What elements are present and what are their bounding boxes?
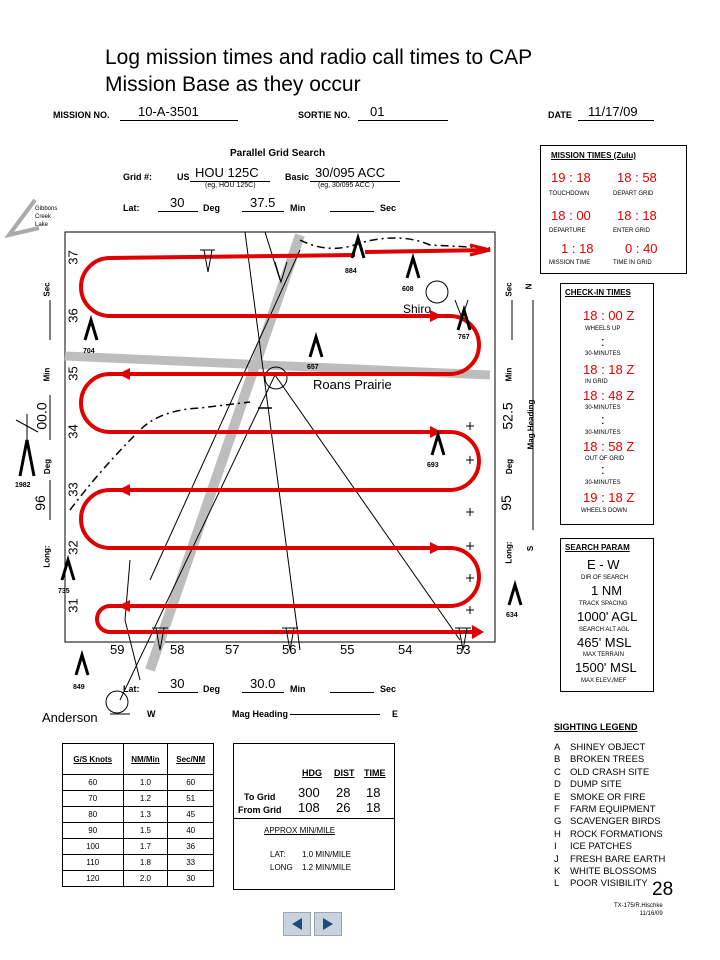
list-item: [554, 854, 665, 866]
mission-time-value[interactable]: 1 : 18: [561, 241, 594, 256]
long-deg-value-right: 95: [497, 495, 514, 511]
list-item: [554, 841, 665, 853]
us-label: US: [177, 172, 190, 182]
check-in-value-0[interactable]: 18 : 00 Z: [583, 308, 635, 323]
tower-693-icon: [432, 435, 444, 455]
us-grid-value: HOU 125C: [195, 165, 259, 180]
gs-cell: 36: [168, 839, 214, 855]
touchdown-h: 19: [551, 170, 566, 185]
gs-header-row: [63, 744, 214, 775]
legend-code: H: [554, 828, 561, 840]
shiro-label: Shiro: [403, 302, 432, 316]
search-param-title: SEARCH PARAM: [565, 543, 630, 552]
sortie-no-label: SORTIE NO.: [298, 110, 351, 120]
instruction-line-2: Mission Base as they occur: [105, 73, 361, 96]
legend-text: FRESH BARE EARTH: [570, 853, 666, 865]
left-deg-label: Deg: [43, 458, 53, 475]
gs-cell: 1.0: [123, 775, 168, 791]
from-grid-time: 18: [366, 800, 381, 815]
legend-text: SCAVENGER BIRDS: [570, 816, 661, 828]
lat-deg-value-top: 30: [170, 195, 185, 210]
track-entry-line: [365, 250, 490, 252]
sec-label-bottom: Sec: [380, 684, 397, 694]
legend-code: G: [554, 816, 562, 828]
check-in-label-1: 30-MINUTES: [585, 351, 621, 357]
tower-704-label: 704: [83, 348, 95, 355]
check-in-value-4[interactable]: :: [601, 412, 605, 427]
date-value: 11/17/09: [588, 104, 638, 119]
from-grid-label: From Grid: [238, 805, 282, 815]
table-row: [63, 855, 214, 871]
right-min-label: Min: [504, 367, 514, 382]
basic-label: Basic: [285, 172, 310, 182]
lat-min-value-bottom: 30.0: [250, 676, 276, 691]
deg-label-bottom: Deg: [203, 684, 221, 694]
dist-header: DIST: [334, 768, 355, 778]
basic-example: (eg, 30/095 ACC ): [318, 182, 375, 189]
table-row: [63, 839, 214, 855]
touchdown-value[interactable]: 19 : 18: [551, 170, 591, 185]
ground-speed-table: [62, 743, 214, 887]
legend-text: BROKEN TREES: [570, 754, 645, 766]
south-label: S: [526, 545, 536, 552]
table-row: [63, 807, 214, 823]
shiro-circle: [426, 281, 448, 303]
legend-code: B: [554, 754, 561, 766]
right-sec-label: Sec: [504, 282, 514, 297]
long-tick-54: 54: [398, 642, 413, 657]
legend-code: D: [554, 779, 561, 791]
track-arrow-exit: [472, 626, 482, 638]
table-row: [63, 871, 214, 887]
list-item: [554, 804, 665, 816]
gs-cell: 120: [63, 871, 124, 887]
tower-884-icon: [352, 238, 364, 258]
legend-code: A: [554, 742, 561, 753]
next-page-button[interactable]: [314, 912, 342, 936]
roans-prairie-circle: [265, 367, 287, 389]
gs-cell: 2.0: [123, 871, 168, 887]
gibbons-text: Gibbons: [35, 206, 58, 212]
max-terrain-value[interactable]: 465' MSL: [577, 635, 632, 650]
road-5: [150, 250, 300, 580]
min-label-top: Min: [290, 203, 306, 213]
tower-767-label: 767: [458, 334, 470, 341]
triangle-left-icon: [290, 917, 304, 931]
list-item: [554, 816, 665, 828]
list-item: [554, 742, 665, 754]
departure-h: 18: [551, 208, 566, 223]
gs-cell: 40: [168, 823, 214, 839]
legend-code: C: [554, 766, 561, 778]
gs-cell: 60: [63, 775, 124, 791]
left-sec-label: Sec: [42, 282, 52, 297]
long-tick-58: 58: [170, 642, 185, 657]
list-item: [554, 878, 665, 890]
county-line-2: [300, 238, 490, 248]
check-in-value-5[interactable]: 18 : 58 Z: [583, 439, 635, 454]
west-label: W: [147, 709, 156, 719]
tower-608-label: 608: [402, 286, 414, 293]
road-2: [275, 375, 460, 640]
long-deg-value-left: 96: [31, 495, 48, 511]
check-in-label-2: IN GRID: [585, 379, 608, 385]
tower-1982-icon: [20, 440, 34, 476]
check-in-title: CHECK-IN TIMES: [565, 288, 631, 297]
hdg-header: HDG: [302, 768, 322, 778]
search-param-box: [560, 538, 654, 692]
lake-text: Lake: [35, 222, 49, 228]
tower-849-icon: [76, 655, 88, 675]
list-item: [554, 767, 665, 779]
left-min-label: Min: [42, 367, 52, 382]
gs-cell: 33: [168, 855, 214, 871]
depart-grid-h: 18: [617, 170, 632, 185]
gs-cell: 1.3: [123, 807, 168, 823]
long-tick-56: 56: [282, 642, 297, 657]
list-item: [554, 866, 665, 878]
mag-heading-line: [290, 714, 380, 715]
hdg-divider: [234, 818, 394, 819]
tower-693-label: 693: [427, 462, 439, 469]
credit: [614, 902, 663, 918]
anderson-circle: [106, 691, 128, 713]
heading-distance-box: [233, 743, 395, 890]
departure-label: DEPARTURE: [549, 228, 586, 234]
tower-608-icon: [407, 258, 419, 278]
check-in-value-1[interactable]: :: [601, 334, 605, 349]
tower-1982-label: 1982: [15, 482, 31, 489]
tower-634-icon: [509, 585, 521, 605]
tower-657-icon: [310, 337, 322, 357]
tower-735-label: 735: [58, 588, 70, 595]
lat-label-top: Lat:: [123, 203, 140, 213]
mission-time-m: 18: [579, 241, 594, 256]
gs-cell: 1.7: [123, 839, 168, 855]
gs-header-knots: G/S Knots: [63, 744, 124, 775]
deg-label-top: Deg: [203, 203, 221, 213]
table-row: [63, 775, 214, 791]
mission-no-label: MISSION NO.: [53, 110, 110, 120]
check-in-label-0: WHEELS UP: [585, 326, 621, 332]
tower-704-icon: [85, 320, 97, 340]
lat-tick-36: 36: [65, 308, 81, 323]
list-item: [554, 754, 665, 766]
legend-code: E: [554, 791, 561, 803]
long-tick-59: 59: [110, 642, 125, 657]
gs-cell: 1.5: [123, 823, 168, 839]
table-row: [63, 791, 214, 807]
check-in-value-6[interactable]: :: [601, 462, 605, 477]
left-long-label: Long:: [42, 545, 52, 568]
legend-text: OLD CRASH SITE: [570, 766, 650, 778]
gs-cell: 90: [63, 823, 124, 839]
tower-884-label: 884: [345, 268, 357, 275]
depart-grid-m: 58: [642, 170, 657, 185]
check-in-times-box: [560, 283, 654, 525]
right-deg-label: Deg: [505, 458, 515, 475]
lat-tick-35: 35: [65, 366, 81, 381]
to-grid-label: To Grid: [244, 792, 276, 802]
tower-735-icon: [62, 560, 74, 580]
sighting-legend-list: [554, 742, 665, 891]
legend-text: SMOKE OR FIRE: [570, 791, 646, 803]
track-arrow-4: [118, 484, 130, 496]
time-in-grid-value[interactable]: 0 : 40: [625, 241, 658, 256]
long-min-value-right: 52.5: [499, 402, 516, 430]
max-terrain-label: MAX TERRAIN: [583, 652, 624, 658]
check-in-value-2[interactable]: 18 : 18 Z: [583, 362, 635, 377]
sighting-legend-title: SIGHTING LEGEND: [554, 722, 638, 732]
sortie-no-value: 01: [370, 104, 385, 119]
road-1: [120, 375, 275, 700]
search-dir-label: DIR OF SEARCH: [581, 575, 629, 581]
enter-grid-value[interactable]: 18 : 18: [617, 208, 657, 223]
legend-text: WHITE BLOSSOMS: [570, 866, 657, 878]
gs-cell: 60: [168, 775, 214, 791]
lat-deg-field-bottom[interactable]: [158, 677, 198, 693]
check-in-label-5: OUT OF GRID: [585, 456, 625, 462]
right-mag-heading-label: Mag Heading: [526, 399, 536, 450]
depart-grid-value[interactable]: 18 : 58: [617, 170, 657, 185]
from-grid-hdg: 108: [298, 800, 320, 815]
legend-code: I: [554, 841, 557, 853]
lat-tick-33: 33: [65, 482, 81, 497]
approx-min-mile-label: APPROX MIN/MILE: [264, 826, 336, 835]
departure-m: 00: [576, 208, 591, 223]
road-3: [245, 232, 300, 650]
mission-time-label: MISSION TIME: [549, 260, 591, 266]
lat-min-field-bottom[interactable]: [242, 677, 284, 693]
enter-grid-label: ENTER GRID: [613, 228, 651, 234]
check-in-label-7: WHEELS DOWN: [581, 508, 628, 514]
time-in-grid-m: 40: [643, 241, 658, 256]
legend-text: ROCK FORMATIONS: [570, 828, 663, 840]
lat-tick-37: 37: [65, 250, 81, 265]
departure-value[interactable]: 18 : 00: [551, 208, 591, 223]
touchdown-label: TOUCHDOWN: [549, 191, 590, 197]
lat-tick-34: 34: [65, 424, 81, 439]
lat-approx-label: LAT:: [270, 850, 286, 859]
creek-text: Creek: [35, 214, 52, 220]
track-arrow-5: [430, 542, 442, 554]
legend-text: DUMP SITE: [570, 779, 622, 791]
gs-cell: 70: [63, 791, 124, 807]
mission-times-box: [540, 145, 687, 274]
lat-min-value-top: 37.5: [250, 195, 276, 210]
credit-line-1: TX-175/R.Hischke: [614, 903, 663, 909]
gs-cell: 1.8: [123, 855, 168, 871]
check-in-label-4: 30-MINUTES: [585, 430, 621, 436]
basic-grid-value: 30/095 ACC: [315, 165, 386, 180]
east-label: E: [392, 709, 399, 719]
mission-time-h: 1: [561, 241, 569, 256]
track-arrow-2: [118, 368, 130, 380]
gs-header-sec-nm: Sec/NM: [168, 744, 214, 775]
time-in-grid-h: 0: [625, 241, 633, 256]
bottom-mag-heading-label: Mag Heading: [232, 709, 289, 719]
grid-label: Grid #:: [123, 172, 153, 182]
search-alt-label: SEARCH ALT AGL: [579, 627, 630, 633]
tower-634-label: 634: [506, 612, 518, 619]
legend-code: J: [554, 853, 559, 865]
min-label-bottom: Min: [290, 684, 306, 694]
check-in-value-7[interactable]: 19 : 18 Z: [583, 490, 635, 505]
search-alt-value[interactable]: 1000' AGL: [577, 609, 638, 624]
depart-grid-label: DEPART GRID: [613, 191, 654, 197]
tower-849-label: 849: [73, 684, 85, 691]
check-in-label-3: 30-MINUTES: [585, 405, 621, 411]
previous-page-button[interactable]: [283, 912, 311, 936]
table-row: [63, 823, 214, 839]
long-approx-value: 1.2 MIN/MILE: [302, 863, 351, 872]
gs-header-nm-min: NM/Min: [123, 744, 168, 775]
gs-cell: 100: [63, 839, 124, 855]
gs-cell: 80: [63, 807, 124, 823]
gs-cell: 51: [168, 791, 214, 807]
check-in-value-3[interactable]: 18 : 48 Z: [583, 388, 635, 403]
page-number: 28: [652, 879, 674, 900]
gs-cell: 30: [168, 871, 214, 887]
triangle-right-icon: [321, 917, 335, 931]
legend-text: SHINEY OBJECT: [570, 742, 646, 753]
to-grid-hdg: 300: [298, 785, 320, 800]
time-header: TIME: [364, 768, 386, 778]
date-label: DATE: [548, 110, 572, 120]
tower-657-label: 657: [307, 364, 319, 371]
gs-cell: 1.2: [123, 791, 168, 807]
lat-approx-value: 1.0 MIN/MILE: [302, 850, 351, 859]
instruction-line-1: Log mission times and radio call times to CAP: [105, 46, 533, 69]
long-tick-57: 57: [225, 642, 240, 657]
lat-label-bottom: Lat:: [123, 684, 140, 694]
track-spacing-label: TRACK SPACING: [579, 601, 628, 607]
lat-tick-32: 32: [65, 540, 81, 555]
long-tick-53: 53: [456, 642, 471, 657]
lat-sec-field-bottom[interactable]: [330, 677, 374, 693]
gs-cell: 110: [63, 855, 124, 871]
us-example: (eg, HOU 125C): [205, 182, 256, 189]
legend-text: FARM EQUIPMENT: [570, 804, 656, 816]
enter-grid-m: 18: [642, 208, 657, 223]
long-approx-label: LONG: [270, 863, 293, 872]
lat-deg-value-bottom: 30: [170, 676, 185, 691]
legend-code: F: [554, 804, 560, 816]
sec-label-top: Sec: [380, 203, 397, 213]
long-min-value-left: 00.0: [33, 402, 50, 430]
gs-cell: 45: [168, 807, 214, 823]
legend-text: ICE PATCHES: [570, 841, 632, 853]
time-in-grid-label: TIME IN GRID: [613, 260, 652, 266]
to-grid-dist: 28: [336, 785, 351, 800]
roans-prairie-label: Roans Prairie: [313, 377, 392, 392]
max-elev-label: MAX ELEV./MEF: [581, 678, 627, 684]
track-spacing-value[interactable]: 1 NM: [591, 583, 623, 598]
track-arrow-3: [430, 426, 442, 438]
anderson-label: Anderson: [42, 710, 98, 725]
credit-line-2: 11/16/09: [639, 911, 663, 917]
right-long-label: Long:: [504, 541, 514, 564]
vor-icon-1: [200, 250, 215, 272]
list-item: [554, 792, 665, 804]
grid-search-title: Parallel Grid Search: [230, 148, 326, 159]
track-arrow-1: [430, 310, 442, 322]
grid-plus-marks: [466, 422, 474, 614]
legend-code: L: [554, 878, 560, 890]
touchdown-m: 18: [576, 170, 591, 185]
mission-no-value: 10-A-3501: [138, 104, 199, 119]
from-grid-dist: 26: [336, 800, 351, 815]
to-grid-time: 18: [366, 785, 381, 800]
list-item: [554, 779, 665, 791]
list-item: [554, 829, 665, 841]
legend-code: K: [554, 866, 561, 878]
track-arrow-6: [118, 600, 130, 612]
tower-icons: [20, 238, 521, 675]
check-in-label-6: 30-MINUTES: [585, 480, 621, 486]
enter-grid-h: 18: [617, 208, 632, 223]
legend-text: POOR VISIBILITY: [570, 878, 648, 890]
lat-tick-31: 31: [65, 598, 81, 613]
search-dir-value[interactable]: E - W: [587, 557, 620, 572]
max-elev-value[interactable]: 1500' MSL: [575, 660, 637, 675]
long-tick-55: 55: [340, 642, 355, 657]
mission-times-title: MISSION TIMES (Zulu): [551, 151, 636, 160]
north-label: N: [524, 283, 534, 290]
